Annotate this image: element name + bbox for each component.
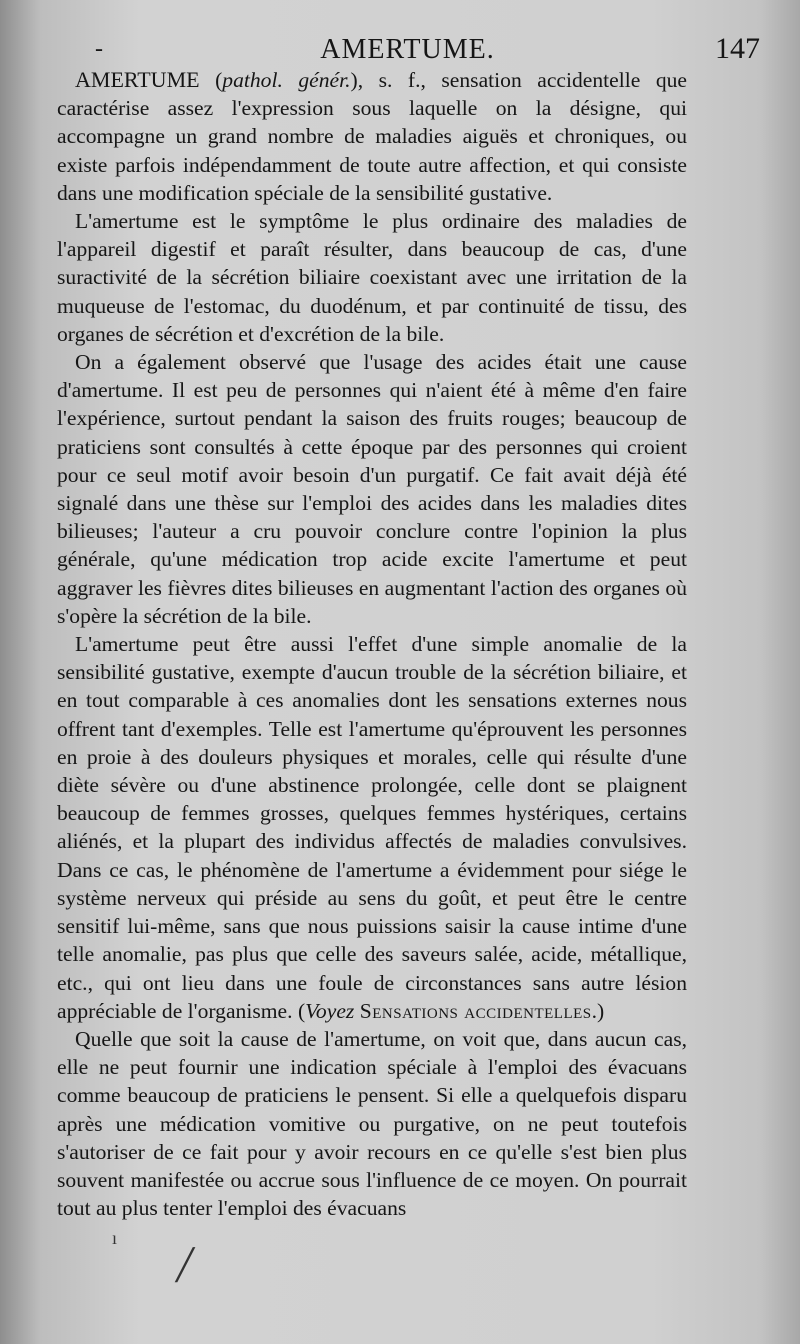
paragraph-4: [57, 630, 687, 1025]
ref-close: .): [591, 998, 605, 1023]
paragraph-2: L'amertume est le symptôme le plus ordinaire des maladies de l'appareil digestif et paraît résulter, dans beaucoup de cas, d'une suractivité de la sécrétion biliaire coexistant avec une irritation de la muqueuse de l'estomac, du duodénum, et par continuité de tissu, des organes de sécrétion et d'excrétion de la bile.: [57, 209, 687, 346]
article-body: [57, 66, 687, 1222]
paragraph-1-text: sensation accidentelle que caractérise assez l'expression sous laquelle on la désigne, qui accompagne un grand nombre de maladies aiguës et chroniques, ou existe parfois indépendamment de toute autre affection, et qui consiste dans une modification spéciale de la sensibilité gustative.: [57, 68, 687, 205]
label-open: (: [199, 68, 223, 92]
cross-reference: [298, 999, 604, 1023]
paragraph-5: Quelle que soit la cause de l'amertume, on voit que, dans aucun cas, elle ne peut fournir une indication spéciale à l'emploi des évacuans comme beaucoup de praticiens le pensent. Si elle a quelquefois disparu après une médication vomitive ou purgative, on ne peut toutefois s'autoriser de ce fait pour y avoir recours en ce qu'elle s'est bien plus souvent manifestée ou accrue sous l'influence de ce moyen. On pourrait tout au plus tenter l'emploi des évacuans: [57, 1026, 687, 1221]
paragraph-4-text: L'amertume peut être aussi l'effet d'une simple anomalie de la sensibilité gustative, exempte d'aucun trouble de la sécrétion biliaire, et en tout comparable à ces anomalies dont les sensations externes nous offrent tant d'exemples. Telle est l'amertume qu'éprouvent les personnes en proie à des douleurs physiques et morales, celle qui résulte d'une diète sévère ou d'une abstinence prolongée, celle dont se plaignent beaucoup de femmes grosses, quelques femmes hystériques, certains aliénés, et la plupart des individus affectés de maladies convulsives. Dans ce cas, le phénomène de l'amertume a évidemment pour siége le système nerveux qui préside au sens du goût, et peut être le centre sensitif lui-même, sans que nous puissions saisir la cause intime d'une telle anomalie, pas plus que celle des saveurs salée, acide, métallique, etc., qui ont lieu dans une foule de circonstances sans autre lésion appréciable de l'organisme.: [57, 632, 687, 1023]
domain-label: pathol. génér.: [222, 68, 351, 92]
ref-open: (: [297, 998, 306, 1023]
running-title: AMERTUME.: [320, 34, 495, 65]
label-close: ), s. f.,: [350, 68, 442, 92]
stray-mark-dot: ı: [112, 1228, 118, 1248]
ref-target: Sensations accidentelles: [359, 998, 592, 1023]
paragraph-3: On a également observé que l'usage des acides était une cause d'amertume. Il est peu de personnes qui n'aient été à même d'en faire l'expérience, surtout pendant la saison des fruits rouges; beaucoup de praticiens sont consultés à cette époque par des personnes qui croient pour ce seul motif avoir besoin d'un purgatif. Ce fait avait déjà été signalé dans une thèse sur l'emploi des acides dans les maladies dites bilieuses; l'auteur a cru pouvoir conclure contre l'opinion la plus générale, qu'une médication trop acide excite l'amertume et peut aggraver les fièvres dites bilieuses en augmentant l'action des organes où s'opère la sécrétion de la bile.: [57, 350, 687, 628]
ref-voyez: Voyez: [305, 998, 355, 1023]
header-dash: -: [95, 36, 103, 62]
page-header: [55, 30, 760, 70]
page-number: 147: [715, 32, 760, 65]
stray-mark-slash: ╱: [176, 1249, 195, 1282]
headword: AMERTUME: [75, 67, 200, 92]
paragraph-1: [57, 66, 687, 207]
